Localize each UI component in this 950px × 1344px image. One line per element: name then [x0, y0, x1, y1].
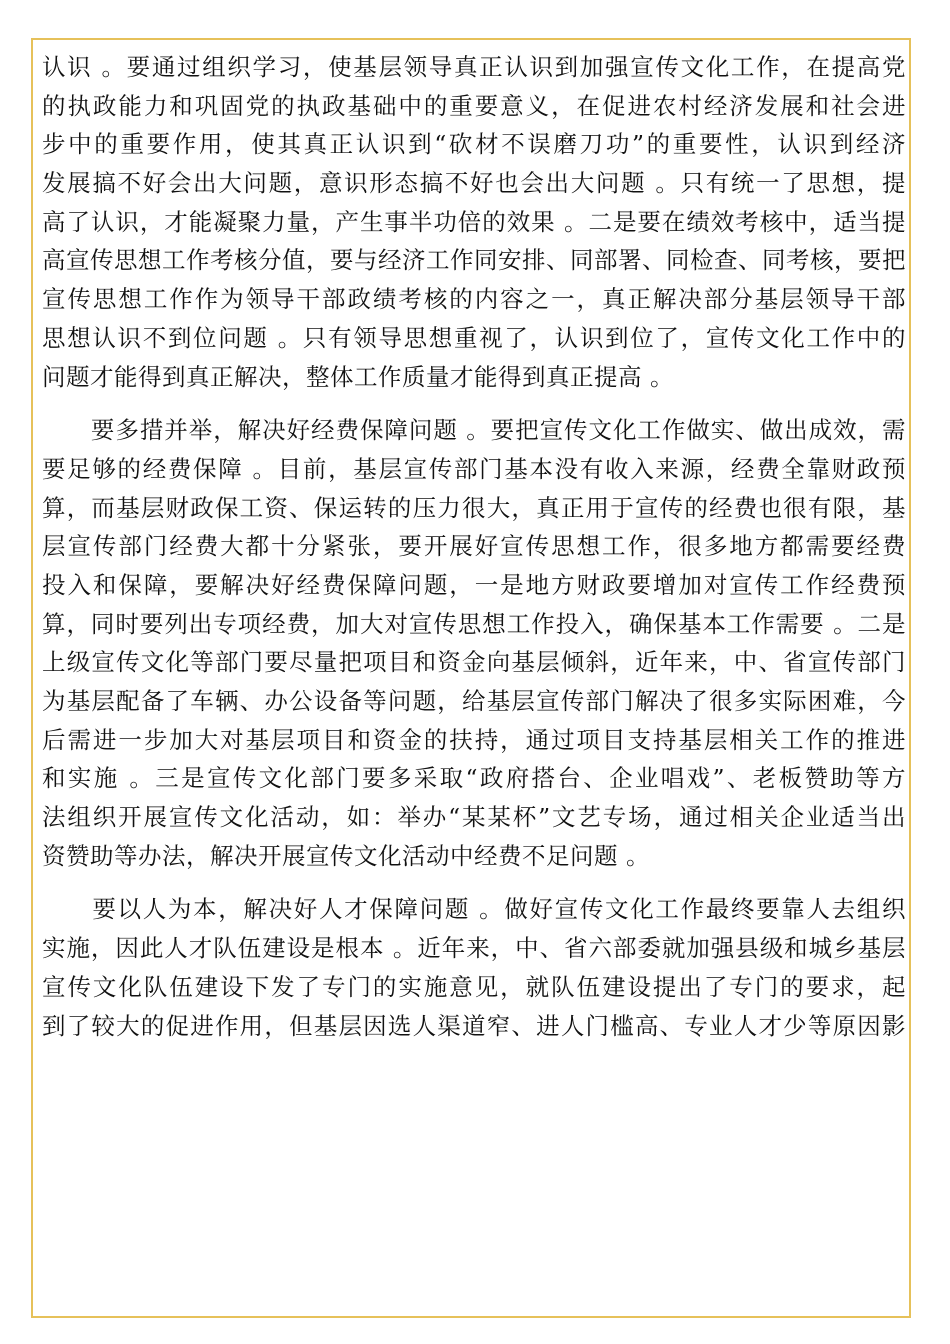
text-line: 资赞助等办法，解决开展宣传文化活动中经费不足问题 。 [42, 841, 650, 870]
paragraph-spacer [42, 396, 906, 411]
text-line: 发展搞不好会出大问题，意识形态搞不好也会出大问题 。只有统一了思想，提 [42, 169, 906, 198]
paragraph-funding [42, 411, 906, 875]
text-line: 高宣传思想工作考核分值，要与经济工作同安排、同部署、同检查、同考核，要把 [42, 246, 906, 275]
paragraph-talent [42, 890, 906, 1045]
text-line: 层宣传部门经费大都十分紧张，要开展好宣传思想工作，很多地方都需要经费 [42, 532, 906, 561]
text-line: 要以人为本，解决好人才保障问题 。做好宣传文化工作最终要靠人去组织 [42, 895, 906, 924]
text-line: 问题才能得到真正解决，整体工作质量才能得到真正提高 。 [42, 362, 674, 391]
text-line: 算，同时要列出专项经费，加大对宣传思想工作投入，确保基本工作需要 。二是 [42, 609, 906, 638]
text-line: 后需进一步加大对基层项目和资金的扶持，通过项目支持基层相关工作的推进 [42, 725, 906, 754]
text-line: 要足够的经费保障 。目前，基层宣传部门基本没有收入来源，经费全靠财政预 [42, 454, 906, 483]
text-line: 算，而基层财政保工资、保运转的压力很大，真正用于宣传的经费也很有限，基 [42, 493, 906, 522]
text-line: 到了较大的促进作用，但基层因选人渠道窄、进人门槛高、专业人才少等原因影 [42, 1011, 906, 1040]
text-line: 和实施 。三是宣传文化部门要多采取“政府搭台、企业唱戏”、老板赞助等方 [42, 764, 906, 793]
text-line: 认识 。要通过组织学习，使基层领导真正认识到加强宣传文化工作，在提高党 [42, 53, 906, 81]
paragraph-spacer [42, 875, 906, 890]
text-line: 投入和保障，要解决好经费保障问题，一是地方财政要增加对宣传工作经费预 [42, 570, 906, 599]
text-line: 宣传文化队伍建设下发了专门的实施意见，就队伍建设提出了专门的要求，起 [42, 972, 906, 1001]
text-line: 思想认识不到位问题 。只有领导思想重视了，认识到位了，宣传文化工作中的 [42, 323, 906, 352]
text-line: 步中的重要作用，使其真正认识到“砍材不误磨刀功”的重要性，认识到经济 [42, 130, 906, 159]
text-line: 法组织开展宣传文化活动，如：举办“某某杯”文艺专场，通过相关企业适当出 [42, 803, 906, 832]
text-line: 宣传思想工作作为领导干部政绩考核的内容之一，真正解决部分基层领导干部 [42, 285, 906, 314]
text-line: 上级宣传文化等部门要尽量把项目和资金向基层倾斜，近年来，中、省宣传部门 [42, 648, 906, 677]
text-line: 高了认识，才能凝聚力量，产生事半功倍的效果 。二是要在绩效考核中，适当提 [42, 207, 906, 236]
paragraph-awareness [42, 48, 906, 396]
text-line: 的执政能力和巩固党的执政基础中的重要意义，在促进农村经济发展和社会进 [42, 91, 906, 120]
document-body [42, 48, 906, 1045]
text-line: 要多措并举，解决好经费保障问题 。要把宣传文化工作做实、做出成效，需 [42, 416, 906, 445]
text-line: 为基层配备了车辆、办公设备等问题，给基层宣传部门解决了很多实际困难，今 [42, 687, 906, 715]
text-line: 实施，因此人才队伍建设是根本 。近年来，中、省六部委就加强县级和城乡基层 [42, 934, 906, 963]
